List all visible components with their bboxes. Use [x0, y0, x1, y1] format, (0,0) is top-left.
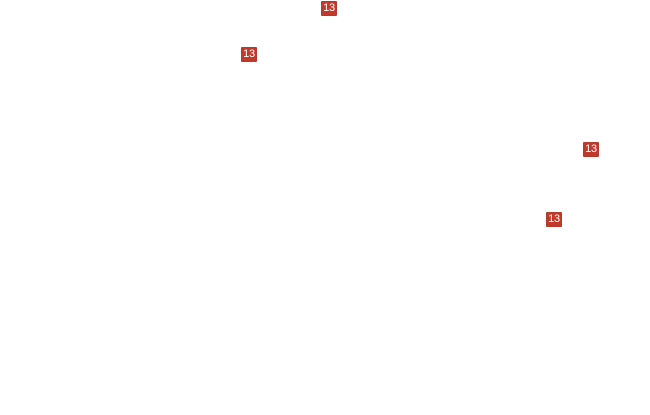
annotation-badge[interactable]: 13 — [321, 1, 337, 16]
annotation-badge[interactable]: 13 — [241, 47, 257, 62]
annotation-badge[interactable]: 13 — [583, 142, 599, 157]
annotation-badge[interactable]: 13 — [546, 212, 562, 227]
